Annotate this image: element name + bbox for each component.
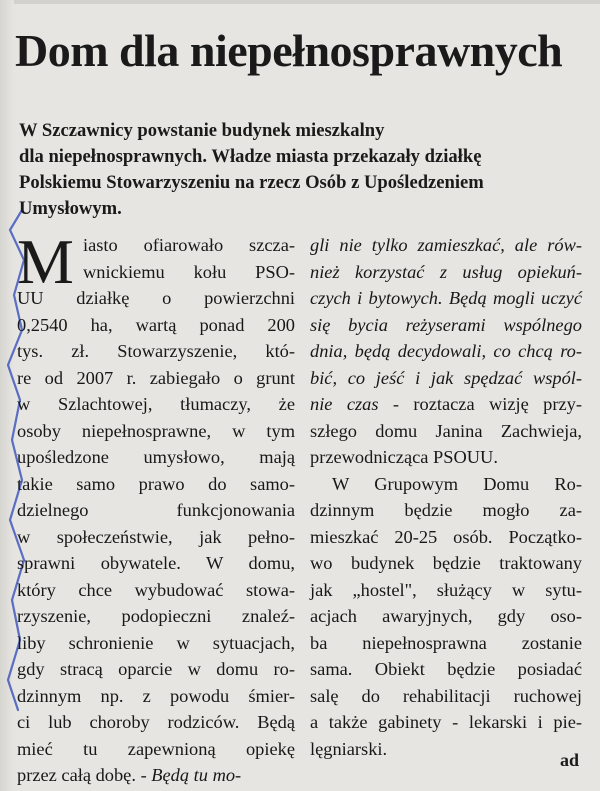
body-line: wnickiemu kołu PSO- — [83, 261, 295, 282]
body-line: liby schronienie w sytuacjach, — [17, 632, 295, 653]
quote-line: gli nie tylko zamieszkać, ale rów- — [310, 235, 582, 255]
body-line: mieszkać 20-25 osób. Początko- — [310, 526, 582, 547]
lead-line: Umysłowym. — [19, 198, 122, 219]
right-column — [310, 232, 582, 762]
author-byline: ad — [560, 750, 580, 770]
body-line: w Szlachtowej, tłumaczy, że — [17, 394, 295, 414]
body-line: szłego domu Janina Zachwieja, — [310, 420, 582, 441]
quote-line: się bycia reżyserami wspólnego — [310, 314, 582, 335]
body-line: re od 2007 r. zabiegało o grunt — [17, 367, 295, 388]
body-line: w społeczeństwie, jak pełno- — [17, 526, 295, 547]
headline: Dom dla niepełnosprawnych — [15, 25, 563, 76]
body-line: tys. zł. Stowarzyszenie, któ- — [17, 341, 295, 361]
body-line: 0,2540 ha, wartą ponad 200 — [17, 314, 295, 335]
body-line: salę do rehabilitacji ruchowej — [310, 685, 582, 706]
body-line: jak „hostel", służący w sytu- — [310, 579, 582, 600]
body-line: lęgniarski. — [310, 738, 388, 759]
body-line: wo budynek będzie traktowany — [310, 553, 582, 573]
body-line: dzielnego funkcjonowania — [17, 500, 295, 520]
lead-line: W Szczawnicy powstanie budynek mieszkalny — [19, 120, 385, 141]
lead-line: Polskiemu Stowarzyszeniu na rzecz Osób z Upośledzeniem — [19, 172, 484, 193]
body-text: - roztacza wizję przy- — [378, 394, 582, 414]
body-line: ci lub choroby rodziców. Będą — [17, 712, 295, 732]
body-line: UU działkę o powierzchni — [17, 288, 295, 308]
quote-line: bić, co jeść i jak spędzać wspól- — [310, 367, 582, 388]
body-text: przez całą dobę. — [17, 765, 136, 785]
body-line: rzyszenie, podopieczni znaleź- — [17, 606, 295, 626]
body-line: dzinnym będzie mogło za- — [310, 500, 582, 520]
quote-line: dnia, będą decydowali, co chcą ro- — [310, 341, 582, 361]
body-line — [17, 762, 295, 789]
body-line: W Grupowym Domu Ro- — [332, 473, 582, 494]
quote-line: czych i bytowych. Będą mogli uczyć — [310, 288, 582, 308]
lead-line: dla niepełnosprawnych. Władze miasta przekazały działkę — [19, 146, 482, 167]
drop-cap: M — [17, 226, 74, 297]
quote-text: - Będą tu mo- — [140, 765, 242, 785]
body-line: sprawni obywatele. W domu, — [17, 553, 295, 573]
quote-line: nież korzystać z usług opiekuń- — [310, 261, 582, 282]
body-line: który chce wybudować stowa- — [17, 579, 295, 600]
body-line: ba niepełnosprawna zostanie — [310, 632, 582, 653]
body-line: przewodnicząca PSOUU. — [310, 447, 498, 467]
quote-text: nie czas — [310, 394, 379, 414]
body-line: iasto ofiarowało szcza- — [83, 235, 295, 255]
body-line: acjach awaryjnych, gdy oso- — [310, 606, 582, 626]
body-line: dzinnym np. z powodu śmier- — [17, 685, 295, 706]
body-line: mieć tu zapewnioną opiekę — [17, 738, 295, 759]
left-column — [17, 226, 295, 789]
body-line: osoby niepełnosprawne, w tym — [17, 420, 295, 441]
body-line: gdy stracą oparcie w domu ro- — [17, 659, 295, 679]
body-line: sama. Obiekt będzie posiadać — [310, 659, 582, 679]
body-line: a także gabinety - lekarski i pie- — [310, 712, 582, 732]
body-line: upośledzone umysłowo, mają — [17, 447, 295, 467]
body-line — [310, 391, 582, 418]
body-line: takie samo prawo do samo- — [17, 473, 295, 494]
top-border — [0, 0, 600, 4]
lead-paragraph — [19, 118, 584, 222]
